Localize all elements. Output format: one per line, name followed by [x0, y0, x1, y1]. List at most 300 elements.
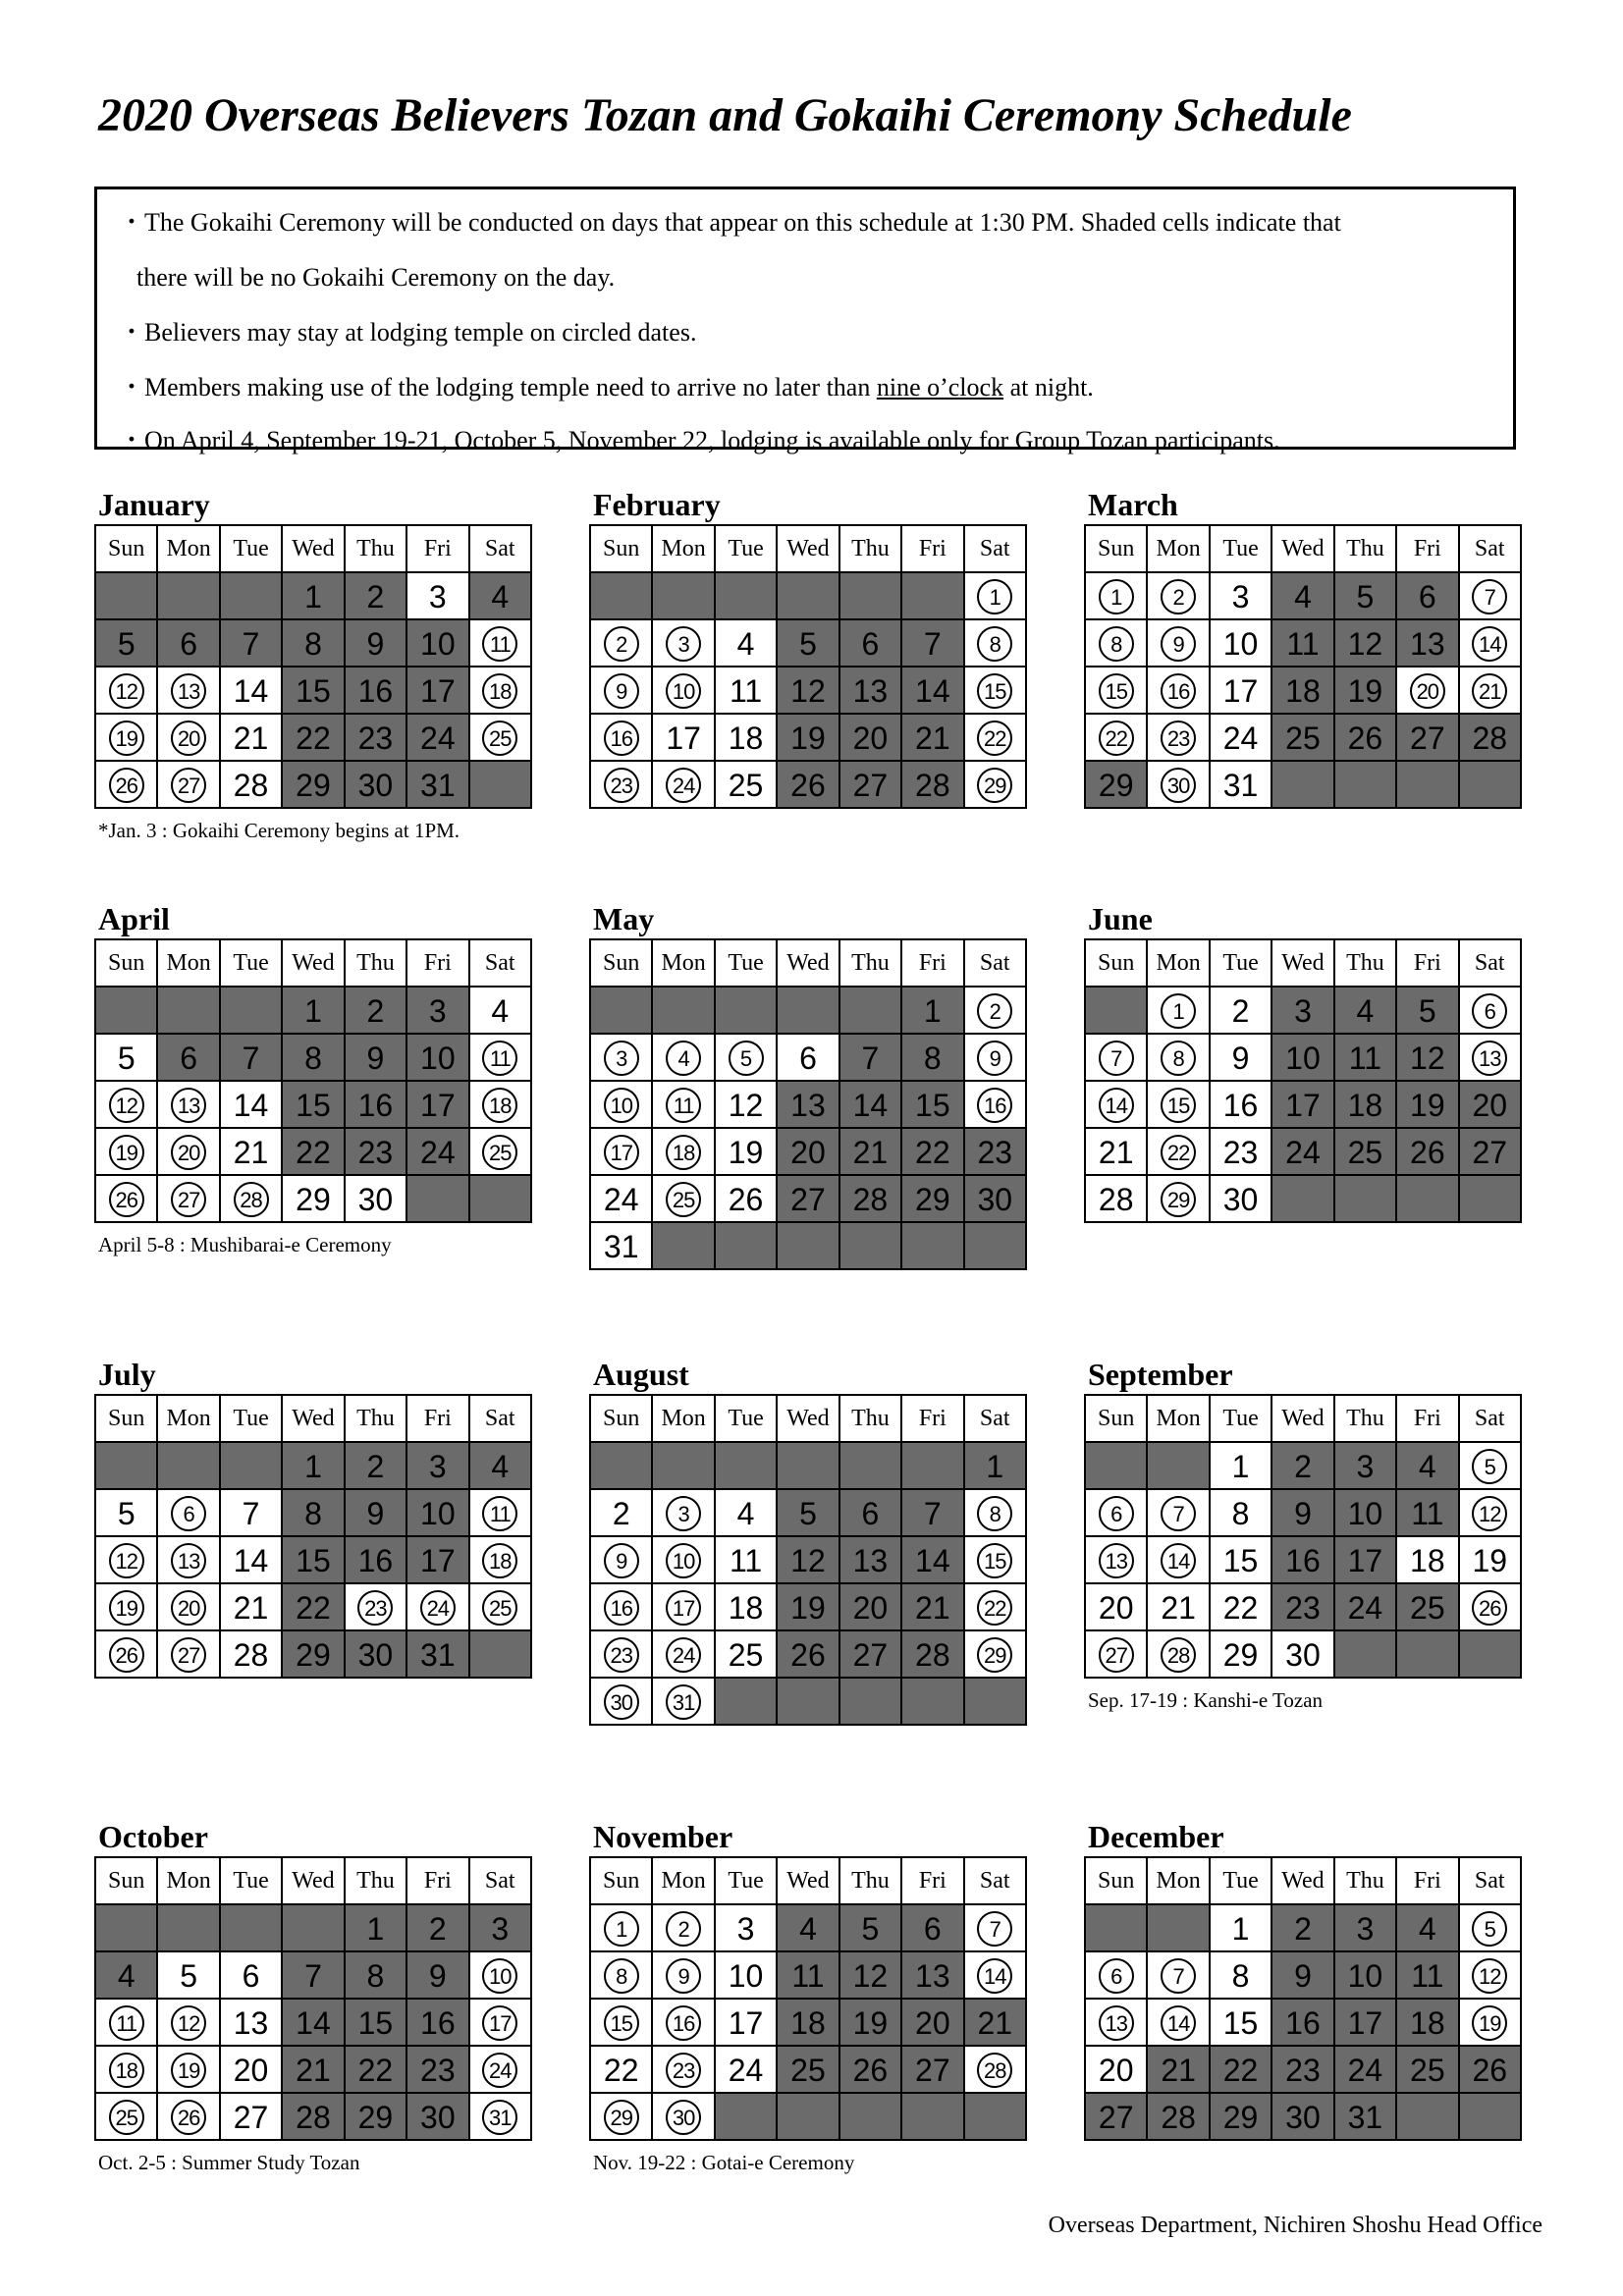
- day-number: 12: [1347, 625, 1383, 662]
- day-number: 20: [1098, 1589, 1134, 1626]
- day-cell: [157, 761, 219, 808]
- circled-day-number: 12: [1472, 1958, 1507, 1994]
- week-row: [590, 1081, 1026, 1128]
- day-number: 15: [1222, 2004, 1259, 2041]
- circled-day-number: 16: [977, 1088, 1012, 1123]
- weekday-header: Tue: [715, 1395, 777, 1442]
- day-cell: [590, 1489, 652, 1536]
- day-cell: [1334, 1536, 1396, 1583]
- weekday-header: Fri: [406, 939, 468, 987]
- day-number: 4: [799, 1910, 817, 1947]
- weekday-header-row: [1085, 525, 1521, 572]
- month-calendar-table: [589, 938, 1027, 1270]
- day-number: 16: [1285, 2004, 1321, 2041]
- week-row: [95, 1175, 531, 1222]
- day-number: 15: [915, 1087, 950, 1123]
- weekday-header: Thu: [345, 525, 406, 572]
- day-cell: [777, 1081, 839, 1128]
- circled-day-number: 10: [604, 1088, 639, 1123]
- empty-day-cell: [777, 987, 839, 1034]
- week-row: [1085, 1175, 1521, 1222]
- day-cell: [282, 1442, 344, 1489]
- day-number: 11: [1411, 1957, 1444, 1994]
- day-cell: [1085, 1128, 1147, 1175]
- empty-day-cell: [901, 572, 963, 619]
- weekday-header: Wed: [777, 1395, 839, 1442]
- empty-day-cell: [95, 572, 157, 619]
- day-cell: [590, 2093, 652, 2140]
- month-name: November: [593, 1819, 733, 1854]
- day-number: 30: [357, 1181, 394, 1217]
- week-row: [95, 619, 531, 667]
- day-number: 20: [1098, 2052, 1134, 2088]
- day-cell: [964, 1630, 1026, 1678]
- day-cell: [1334, 1489, 1396, 1536]
- empty-day-cell: [777, 1678, 839, 1725]
- day-cell: [1459, 2046, 1521, 2093]
- circled-day-number: 15: [1099, 673, 1134, 709]
- day-cell: [282, 619, 344, 667]
- week-row: [590, 2093, 1026, 2140]
- weekday-header: Thu: [839, 1395, 901, 1442]
- day-number: 17: [1347, 1542, 1383, 1578]
- day-cell: [652, 1951, 714, 1999]
- day-number: 17: [420, 672, 456, 709]
- circled-day-number: 8: [977, 626, 1012, 662]
- day-cell: [157, 1999, 219, 2046]
- circled-day-number: 25: [666, 1182, 701, 1217]
- day-number: 2: [428, 1910, 447, 1947]
- empty-day-cell: [652, 987, 714, 1034]
- day-number: 12: [728, 1087, 764, 1123]
- day-number: 11: [729, 672, 763, 709]
- weekday-header: Thu: [1334, 525, 1396, 572]
- weekday-header: Wed: [1271, 1857, 1333, 1904]
- day-number: 24: [1347, 2052, 1383, 2088]
- day-cell: [901, 1536, 963, 1583]
- day-number: 7: [861, 1040, 880, 1076]
- day-cell: [1271, 1442, 1333, 1489]
- circled-day-number: 4: [666, 1041, 701, 1076]
- day-cell: [282, 1536, 344, 1583]
- day-cell: [777, 619, 839, 667]
- day-number: 3: [428, 992, 447, 1029]
- day-number: 19: [1347, 672, 1383, 709]
- circled-day-number: 13: [171, 1543, 206, 1578]
- weekday-header: Sun: [590, 1857, 652, 1904]
- empty-day-cell: [220, 987, 282, 1034]
- day-cell: [715, 1081, 777, 1128]
- circled-day-number: 29: [604, 2100, 639, 2135]
- day-number: 30: [977, 1181, 1013, 1217]
- day-cell: [1334, 572, 1396, 619]
- empty-day-cell: [1396, 1630, 1458, 1678]
- weekday-header: Sun: [95, 525, 157, 572]
- day-number: 5: [799, 625, 817, 662]
- day-cell: [777, 714, 839, 761]
- month-calendar-table: [1084, 938, 1522, 1223]
- empty-day-cell: [1271, 761, 1333, 808]
- week-row: [590, 572, 1026, 619]
- circled-day-number: 17: [666, 1590, 701, 1626]
- day-cell: [1210, 1583, 1271, 1630]
- day-cell: [901, 714, 963, 761]
- circled-day-number: 27: [171, 1182, 206, 1217]
- day-cell: [901, 1951, 963, 1999]
- weekday-header: Fri: [901, 939, 963, 987]
- weekday-header: Thu: [345, 1395, 406, 1442]
- day-number: 28: [852, 1181, 889, 1217]
- day-cell: [1210, 1904, 1271, 1951]
- day-cell: [406, 987, 468, 1034]
- day-cell: [282, 1951, 344, 1999]
- day-cell: [1271, 1630, 1333, 1678]
- day-cell: [220, 667, 282, 714]
- week-row: [590, 1951, 1026, 1999]
- circled-day-number: 16: [1161, 673, 1196, 709]
- day-cell: [1210, 1442, 1271, 1489]
- day-number: 10: [1285, 1040, 1321, 1076]
- week-row: [590, 1128, 1026, 1175]
- empty-day-cell: [590, 1442, 652, 1489]
- day-cell: [777, 761, 839, 808]
- day-number: 27: [1472, 1134, 1508, 1170]
- day-number: 9: [1294, 1495, 1312, 1531]
- day-number: 24: [420, 1134, 456, 1170]
- day-cell: [220, 1081, 282, 1128]
- day-number: 14: [233, 672, 269, 709]
- week-row: [95, 1034, 531, 1081]
- day-number: 4: [1418, 1910, 1436, 1947]
- day-cell: [590, 667, 652, 714]
- circled-day-number: 12: [171, 2005, 206, 2041]
- weekday-header: Wed: [282, 1395, 344, 1442]
- empty-day-cell: [839, 987, 901, 1034]
- day-cell: [1210, 1034, 1271, 1081]
- empty-day-cell: [715, 1442, 777, 1489]
- weekday-header-row: [590, 1857, 1026, 1904]
- day-cell: [345, 987, 406, 1034]
- day-cell: [1147, 987, 1209, 1034]
- empty-day-cell: [901, 1678, 963, 1725]
- week-row: [95, 1904, 531, 1951]
- day-cell: [1210, 987, 1271, 1034]
- circled-day-number: 22: [977, 721, 1012, 756]
- day-cell: [1459, 1081, 1521, 1128]
- day-cell: [964, 1081, 1026, 1128]
- week-row: [1085, 714, 1521, 761]
- month-name: April: [98, 901, 170, 936]
- day-cell: [95, 1536, 157, 1583]
- day-cell: [839, 1128, 901, 1175]
- weekday-header: Mon: [652, 1395, 714, 1442]
- empty-day-cell: [964, 1222, 1026, 1269]
- empty-day-cell: [715, 1678, 777, 1725]
- circled-day-number: 13: [1472, 1041, 1507, 1076]
- weekday-header: Mon: [652, 525, 714, 572]
- day-cell: [220, 1034, 282, 1081]
- month-name: June: [1088, 901, 1153, 936]
- day-number: 5: [1356, 578, 1375, 614]
- empty-day-cell: [1396, 761, 1458, 808]
- day-number: 7: [923, 1495, 942, 1531]
- day-cell: [1085, 1630, 1147, 1678]
- day-cell: [345, 619, 406, 667]
- day-number: 29: [1222, 2099, 1259, 2135]
- week-row: [590, 714, 1026, 761]
- day-cell: [652, 1999, 714, 2046]
- circled-day-number: 3: [604, 1041, 639, 1076]
- circled-day-number: 25: [482, 1590, 517, 1626]
- day-cell: [777, 1904, 839, 1951]
- day-number: 28: [1098, 1181, 1134, 1217]
- day-cell: [964, 1128, 1026, 1175]
- day-number: 19: [1410, 1087, 1445, 1123]
- empty-day-cell: [1334, 1175, 1396, 1222]
- day-cell: [1271, 667, 1333, 714]
- day-number: 18: [790, 2004, 826, 2041]
- day-cell: [469, 2046, 531, 2093]
- day-cell: [345, 1583, 406, 1630]
- week-row: [95, 667, 531, 714]
- day-cell: [590, 761, 652, 808]
- day-cell: [406, 667, 468, 714]
- day-cell: [157, 619, 219, 667]
- day-cell: [1334, 619, 1396, 667]
- day-cell: [1334, 667, 1396, 714]
- day-cell: [345, 2046, 406, 2093]
- day-cell: [1147, 619, 1209, 667]
- day-number: 10: [420, 1040, 456, 1076]
- weekday-header: Sat: [469, 1395, 531, 1442]
- circled-day-number: 6: [1472, 993, 1507, 1029]
- circled-day-number: 20: [171, 721, 206, 756]
- day-number: 19: [1472, 1542, 1508, 1578]
- day-number: 25: [1347, 1134, 1383, 1170]
- week-row: [590, 1442, 1026, 1489]
- day-number: 23: [357, 720, 394, 756]
- day-number: 26: [790, 767, 826, 803]
- circled-day-number: 15: [977, 673, 1012, 709]
- day-number: 25: [1285, 720, 1321, 756]
- month-calendar-table: [1084, 1856, 1522, 2141]
- day-cell: [1210, 1536, 1271, 1583]
- day-cell: [590, 1678, 652, 1725]
- day-cell: [1147, 1536, 1209, 1583]
- day-cell: [715, 1904, 777, 1951]
- circled-day-number: 25: [109, 2100, 144, 2135]
- day-cell: [95, 1951, 157, 1999]
- day-cell: [1085, 667, 1147, 714]
- day-cell: [1459, 1034, 1521, 1081]
- day-cell: [964, 1536, 1026, 1583]
- day-cell: [1085, 1081, 1147, 1128]
- weekday-header: Sat: [1459, 1857, 1521, 1904]
- month-calendar-table: [94, 938, 532, 1223]
- circled-day-number: 26: [109, 1182, 144, 1217]
- day-cell: [157, 1536, 219, 1583]
- weekday-header: Sun: [95, 939, 157, 987]
- day-cell: [901, 2046, 963, 2093]
- day-cell: [1271, 1904, 1333, 1951]
- day-cell: [715, 714, 777, 761]
- weekday-header: Wed: [282, 1857, 344, 1904]
- week-row: [1085, 619, 1521, 667]
- day-cell: [590, 1951, 652, 1999]
- empty-day-cell: [1147, 1904, 1209, 1951]
- day-cell: [157, 1034, 219, 1081]
- day-cell: [1147, 667, 1209, 714]
- weekday-header: Sat: [469, 525, 531, 572]
- weekday-header: Sat: [1459, 525, 1521, 572]
- day-number: 18: [1410, 2004, 1445, 2041]
- day-number: 17: [420, 1542, 456, 1578]
- day-cell: [406, 1536, 468, 1583]
- day-number: 27: [1410, 720, 1445, 756]
- circled-day-number: 7: [1161, 1958, 1196, 1994]
- day-cell: [1271, 1034, 1333, 1081]
- month-name: May: [593, 901, 655, 936]
- circled-day-number: 11: [482, 1041, 517, 1076]
- day-number: 9: [428, 1957, 447, 1994]
- circled-day-number: 3: [666, 626, 701, 662]
- day-cell: [1396, 619, 1458, 667]
- empty-day-cell: [777, 2093, 839, 2140]
- month-name: July: [98, 1357, 156, 1392]
- day-cell: [1147, 1128, 1209, 1175]
- weekday-header: Tue: [1210, 525, 1271, 572]
- day-number: 13: [852, 1542, 889, 1578]
- day-cell: [406, 1904, 468, 1951]
- empty-day-cell: [715, 572, 777, 619]
- weekday-header: Fri: [901, 525, 963, 572]
- day-number: 29: [296, 767, 331, 803]
- circled-day-number: 17: [604, 1135, 639, 1170]
- day-cell: [345, 1536, 406, 1583]
- empty-day-cell: [282, 1904, 344, 1951]
- day-cell: [1085, 1951, 1147, 1999]
- circled-day-number: 14: [1472, 626, 1507, 662]
- day-cell: [469, 1536, 531, 1583]
- day-cell: [406, 572, 468, 619]
- day-cell: [1396, 1999, 1458, 2046]
- day-cell: [901, 987, 963, 1034]
- empty-day-cell: [964, 1678, 1026, 1725]
- weekday-header: Tue: [1210, 1857, 1271, 1904]
- day-number: 11: [1411, 1495, 1444, 1531]
- day-cell: [1459, 1999, 1521, 2046]
- circled-day-number: 30: [666, 2100, 701, 2135]
- day-cell: [282, 1489, 344, 1536]
- day-cell: [469, 987, 531, 1034]
- day-number: 4: [491, 578, 510, 614]
- day-number: 10: [728, 1957, 764, 1994]
- day-number: 17: [420, 1087, 456, 1123]
- month-note: April 5-8 : Mushibarai-e Ceremony: [98, 1233, 392, 1256]
- day-number: 21: [233, 1589, 269, 1626]
- day-cell: [406, 1081, 468, 1128]
- day-number: 7: [242, 1495, 260, 1531]
- day-cell: [1396, 1034, 1458, 1081]
- day-cell: [1271, 1583, 1333, 1630]
- day-number: 15: [357, 2004, 394, 2041]
- day-number: 10: [420, 625, 456, 662]
- day-number: 31: [420, 1636, 456, 1673]
- weekday-header: Fri: [406, 1395, 468, 1442]
- day-cell: [1396, 1583, 1458, 1630]
- day-cell: [345, 572, 406, 619]
- day-cell: [157, 1128, 219, 1175]
- footer-credit: Overseas Department, Nichiren Shoshu Head Office: [1048, 2213, 1542, 2238]
- day-number: 9: [1231, 1040, 1250, 1076]
- circled-day-number: 20: [1410, 673, 1445, 709]
- circled-day-number: 19: [109, 1590, 144, 1626]
- day-number: 14: [915, 672, 950, 709]
- week-row: [95, 761, 531, 808]
- month-note: *Jan. 3 : Gokaihi Ceremony begins at 1PM.: [98, 819, 460, 842]
- day-number: 28: [1161, 2099, 1196, 2135]
- day-cell: [220, 1630, 282, 1678]
- day-cell: [345, 714, 406, 761]
- day-number: 24: [728, 2052, 764, 2088]
- month-january: [94, 483, 532, 843]
- day-cell: [220, 714, 282, 761]
- day-cell: [345, 1081, 406, 1128]
- weekday-header-row: [590, 939, 1026, 987]
- circled-day-number: 5: [729, 1041, 764, 1076]
- day-cell: [715, 1175, 777, 1222]
- day-number: 5: [861, 1910, 880, 1947]
- month-calendar-table: [589, 1394, 1027, 1726]
- empty-day-cell: [220, 572, 282, 619]
- day-cell: [652, 1583, 714, 1630]
- day-number: 24: [1347, 1589, 1383, 1626]
- day-cell: [901, 1583, 963, 1630]
- day-cell: [220, 1489, 282, 1536]
- month-february: [589, 483, 1027, 809]
- empty-day-cell: [220, 1904, 282, 1951]
- weekday-header-row: [95, 1395, 531, 1442]
- day-cell: [406, 1442, 468, 1489]
- weekday-header: Thu: [1334, 939, 1396, 987]
- day-number: 8: [923, 1040, 942, 1076]
- day-cell: [1085, 1034, 1147, 1081]
- week-row: [590, 1222, 1026, 1269]
- day-cell: [590, 714, 652, 761]
- month-calendar-table: [94, 524, 532, 809]
- empty-day-cell: [839, 1678, 901, 1725]
- day-number: 29: [296, 1636, 331, 1673]
- day-number: 5: [1418, 992, 1436, 1029]
- week-row: [95, 1442, 531, 1489]
- day-number: 12: [852, 1957, 889, 1994]
- day-number: 3: [1231, 578, 1250, 614]
- day-cell: [406, 619, 468, 667]
- empty-day-cell: [652, 1442, 714, 1489]
- day-number: 5: [180, 1957, 198, 1994]
- empty-day-cell: [964, 2093, 1026, 2140]
- day-cell: [1147, 1489, 1209, 1536]
- day-cell: [1210, 1128, 1271, 1175]
- circled-day-number: 31: [666, 1684, 701, 1720]
- day-number: 3: [428, 578, 447, 614]
- day-cell: [652, 1175, 714, 1222]
- day-number: 9: [366, 625, 385, 662]
- circled-day-number: 12: [109, 1088, 144, 1123]
- day-cell: [1396, 987, 1458, 1034]
- empty-day-cell: [715, 2093, 777, 2140]
- day-cell: [1334, 1081, 1396, 1128]
